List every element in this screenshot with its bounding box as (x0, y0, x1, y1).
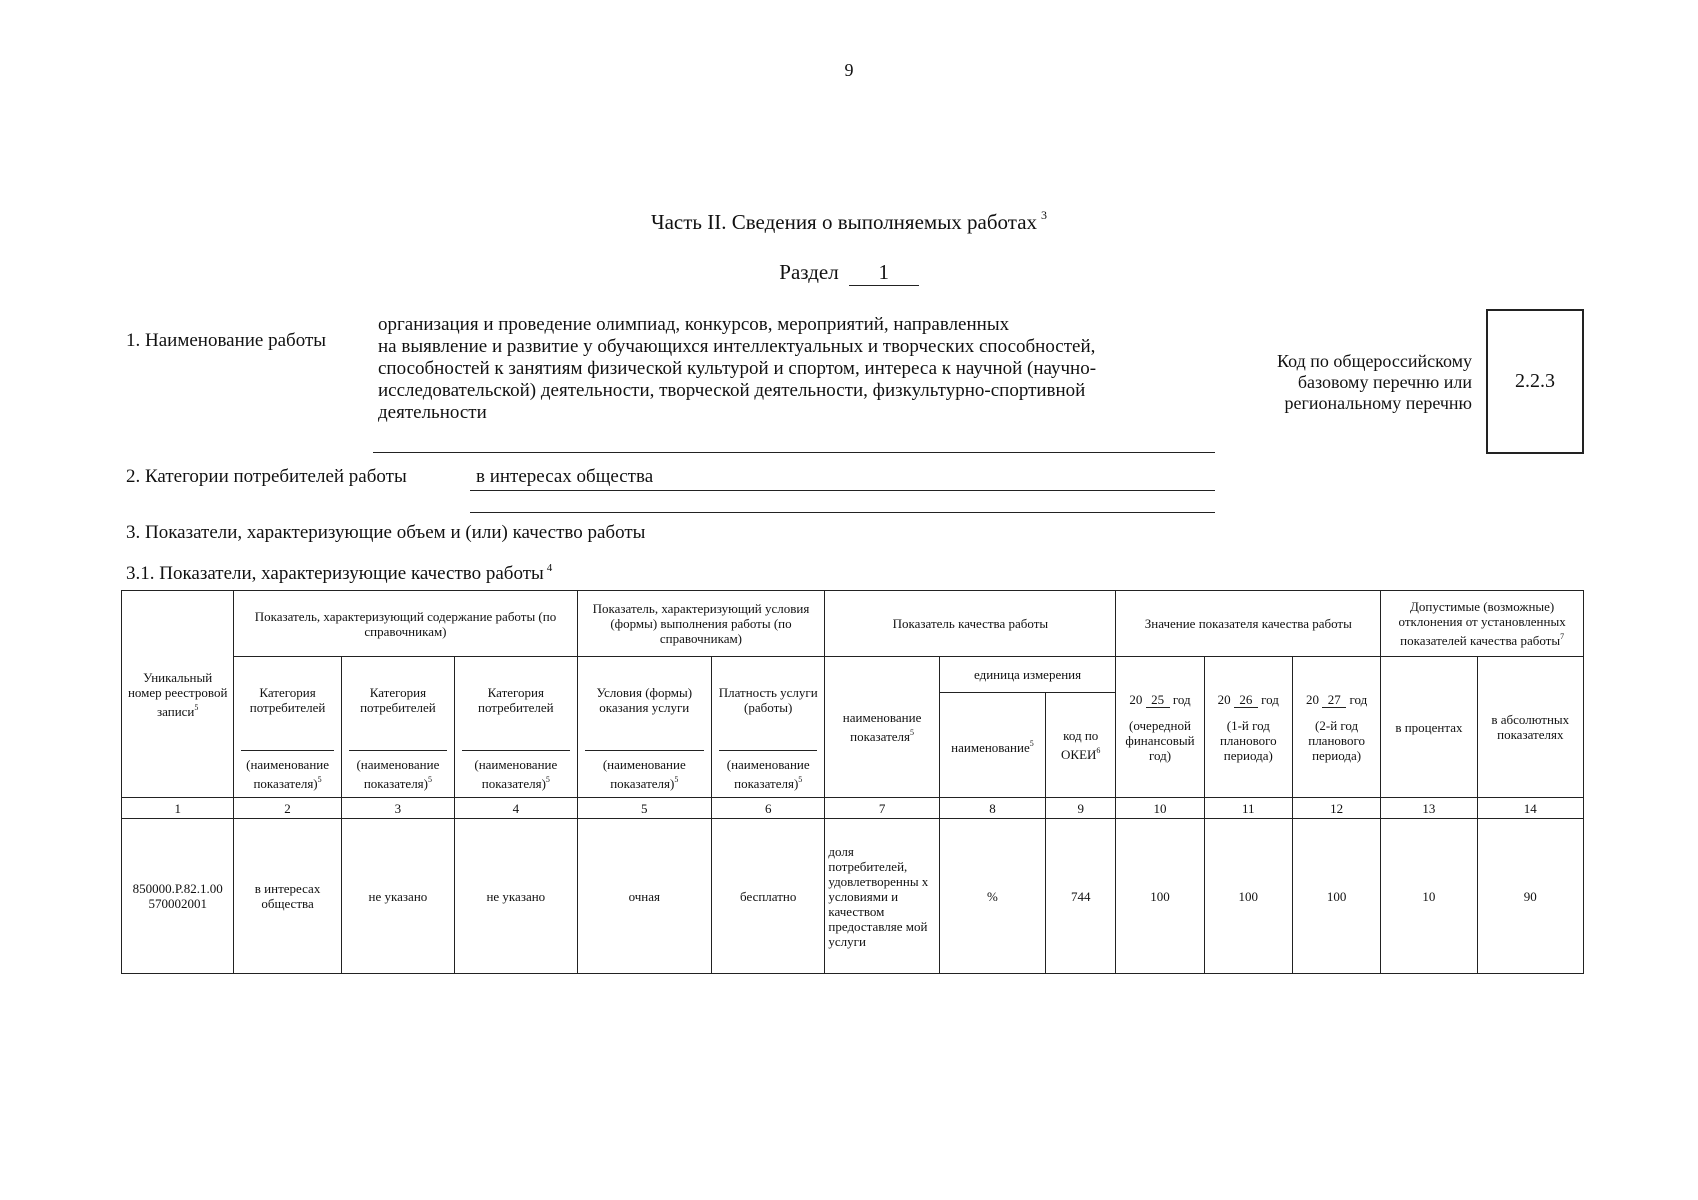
header-payment: Платность услуги (работы) (наименование показателя)$^5$ (712, 657, 825, 798)
cell-okei: 744 (1046, 819, 1116, 974)
page-number: 9 (844, 60, 854, 80)
work-name-label: 1. Наименование работы (126, 330, 327, 351)
header-category-3: Категория потребителей (наименование показателя)$^5$ (455, 657, 577, 798)
header-conditions: Показатель, характеризующий условия (формы) выполнения работы (по справочникам) (577, 591, 825, 657)
header-content: Показатель, характеризующий содержание работы (по справочникам) (234, 591, 577, 657)
header-year-2: 20 26 год (1-й год планового периода) (1204, 657, 1292, 798)
header-deviation: Допустимые (возможные) отклонения от установленных показателей качества работы$^7$ (1381, 591, 1584, 657)
header-category-1: Категория потребителей (наименование показателя)$^5$ (234, 657, 341, 798)
cell-category-3: не указано (455, 819, 577, 974)
code-value-box: 2.2.3 (1486, 309, 1584, 454)
header-absolute: в абсолютных показателях (1477, 657, 1583, 798)
consumers-label: 2. Категории потребителей работы (126, 466, 407, 487)
quality-indicators-table (121, 590, 1584, 974)
cell-category-2: не указано (341, 819, 454, 974)
work-name-text: организация и проведение олимпиад, конкурсов, мероприятий, направленных на выявление и развитие у обучающихся интеллектуальных и творческих способностей, способностей к занятиям физической культурой и спортом, интереса к научной (научно- исследовательской) деятельности, творческой деятельности, физкультурно-спортивной деятельности (378, 314, 1097, 423)
footnote-ref: 3 (1041, 208, 1048, 222)
code-label: Код по общероссийскому базовому перечню или региональному перечню (1277, 351, 1472, 413)
header-unit: единица измерения (939, 657, 1116, 693)
part-title: Часть II. Сведения о выполняемых работах $^3$ (650, 208, 1048, 234)
table-row (122, 819, 1584, 974)
cell-form: очная (577, 819, 711, 974)
cell-category-1: в интересах общества (234, 819, 341, 974)
cell-indicator: доля потребителей, удовлетворенны х условиями и качеством предоставляе мой услуги (825, 819, 939, 974)
cell-payment: бесплатно (712, 819, 825, 974)
quality-title: 3.1. Показатели, характеризующие качество работы $^4$ (126, 562, 553, 584)
indicators-title: 3. Показатели, характеризующие объем и (или) качество работы (126, 522, 646, 543)
column-numbers-row: 1 2 3 4 5 6 7 8 9 10 11 12 13 14 (122, 798, 1584, 819)
cell-registry: 850000.Р.82.1.00 570002001 (122, 819, 234, 974)
section-heading: Раздел 1 (0, 260, 1698, 286)
header-percent: в процентах (1381, 657, 1477, 798)
work-name-underline (373, 452, 1215, 453)
consumers-value: в интересах общества (476, 466, 654, 487)
cell-year-2: 100 (1204, 819, 1292, 974)
header-quality: Показатель качества работы (825, 591, 1116, 657)
header-indicator-name: наименование показателя$^5$ (825, 657, 939, 798)
header-form: Условия (формы) оказания услуги (наименование показателя)$^5$ (577, 657, 711, 798)
consumers-underline-2 (470, 512, 1215, 513)
cell-percent: 10 (1381, 819, 1477, 974)
header-year-3: 20 27 год (2-й год планового периода) (1292, 657, 1380, 798)
header-unit-name: наименование$^5$ (939, 693, 1045, 798)
header-registry: Уникальный номер реестровой записи$^5$ (122, 591, 234, 798)
header-values: Значение показателя качества работы (1116, 591, 1381, 657)
header-okei: код по ОКЕИ$^6$ (1046, 693, 1116, 798)
header-category-2: Категория потребителей (наименование показателя)$^5$ (341, 657, 454, 798)
cell-unit: % (939, 819, 1045, 974)
cell-year-1: 100 (1116, 819, 1204, 974)
cell-absolute: 90 (1477, 819, 1583, 974)
cell-year-3: 100 (1292, 819, 1380, 974)
consumers-underline-1 (470, 490, 1215, 491)
header-year-1: 20 25 год (очередной финансовый год) (1116, 657, 1204, 798)
section-number: 1 (849, 260, 919, 286)
